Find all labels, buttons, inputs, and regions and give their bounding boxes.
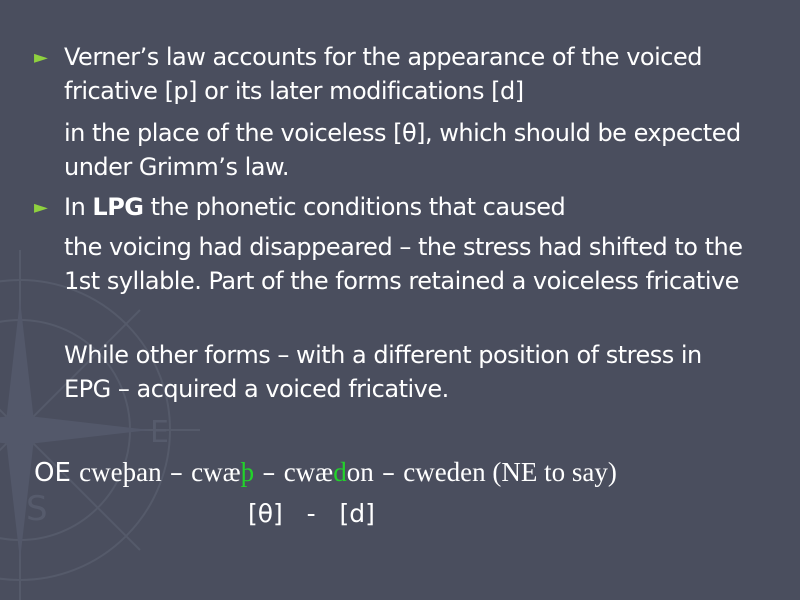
word-cwaedon: cwædon — [283, 457, 374, 487]
word-cwaeth: cwæþ — [191, 457, 255, 487]
bullet-text-lpg — [64, 190, 754, 224]
bullet-continuation-voiced-fricative: While other forms – with a different position of stress in EPG – acquired a voiced fricative. — [64, 341, 702, 403]
bullet-continuation-stress-shift: the voicing had disappeared – the stress had shifted to the 1st syllable. Part of the forms retained a voiceless fricative — [64, 233, 743, 295]
bullet-continuation-grimms-law: in the place of the voiceless [θ], which should be expected under Grimm’s law. — [64, 119, 741, 181]
dash-separator: – — [254, 458, 284, 488]
lpg-term: LPG — [92, 193, 144, 221]
highlight-d: d — [333, 457, 347, 487]
svg-text:S: S — [26, 489, 48, 529]
bullet-text-verners-law: Verner’s law accounts for the appearance of the voiced fricative [p] or its later modifications [d] — [64, 43, 702, 105]
word-cweden: cweden (NE to say) — [403, 457, 617, 487]
oe-example-line — [34, 452, 617, 493]
dash-separator: – — [373, 458, 404, 488]
phonetic-contrast: [θ] - [d] — [248, 499, 375, 528]
dash-separator: – — [161, 458, 192, 488]
bullet-arrow-icon: ► — [34, 197, 48, 218]
bullet-arrow-icon: ► — [34, 47, 48, 68]
lpg-prefix: In — [64, 193, 93, 221]
oe-label: OE — [34, 458, 80, 488]
highlight-thorn: þ — [240, 457, 255, 487]
word-cwethan: cweþan — [79, 457, 162, 487]
svg-text:E: E — [150, 415, 169, 450]
lpg-suffix: the phonetic conditions that caused — [143, 193, 566, 221]
